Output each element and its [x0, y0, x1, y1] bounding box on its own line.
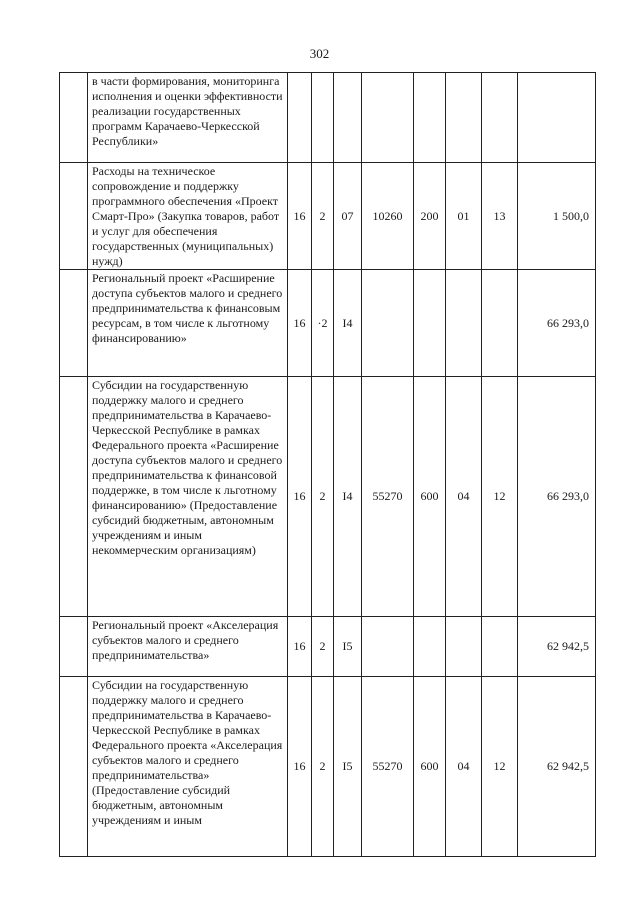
amount-cell: 62 942,5 [518, 677, 596, 857]
index-cell [60, 677, 88, 857]
code-cell [446, 617, 482, 677]
description-cell: в части формирования, мониторинга исполнения и оценки эффективности реализации государственных программ Карачаево-Черкесской Республики» [88, 73, 288, 163]
code-cell: I4 [334, 270, 362, 377]
table-row [60, 377, 596, 617]
code-cell [362, 270, 414, 377]
table-row [60, 73, 596, 163]
amount-cell [518, 73, 596, 163]
description-cell: Субсидии на государственную поддержку малого и среднего предпринимательства в Карачаево-Черкесской Республике в рамках Федерального проекта «Расширение доступа субъектов малого и среднего предпринимательства к финансовой поддержке, в том числе к льготному финансированию» (Предоставление субсидий бюджетным, автономным учреждениям и иным некоммерческим организациям) [88, 377, 288, 617]
code-cell: 10260 [362, 163, 414, 270]
code-cell: I5 [334, 677, 362, 857]
code-cell: 16 [288, 617, 312, 677]
amount-cell: 66 293,0 [518, 377, 596, 617]
code-cell [482, 73, 518, 163]
code-cell: 2 [312, 617, 334, 677]
code-cell: 04 [446, 377, 482, 617]
code-cell: 600 [414, 677, 446, 857]
code-cell: 16 [288, 163, 312, 270]
code-cell: 07 [334, 163, 362, 270]
page-number: 302 [309, 46, 330, 61]
budget-table [59, 72, 596, 857]
code-cell: 04 [446, 677, 482, 857]
index-cell [60, 73, 88, 163]
description-cell: Расходы на техническое сопровождение и поддержку программного обеспечения «Проект Смарт-Про» (Закупка товаров, работ и услуг для обеспечения государственных (муниципальных) нужд) [88, 163, 288, 270]
code-cell [482, 617, 518, 677]
code-cell [446, 73, 482, 163]
code-cell [334, 73, 362, 163]
code-cell: 16 [288, 377, 312, 617]
code-cell: 600 [414, 377, 446, 617]
code-cell: 16 [288, 677, 312, 857]
code-cell: I4 [334, 377, 362, 617]
code-cell [446, 270, 482, 377]
index-cell [60, 617, 88, 677]
code-cell: 55270 [362, 377, 414, 617]
code-cell: 12 [482, 377, 518, 617]
code-cell [312, 73, 334, 163]
code-cell: 2 [312, 677, 334, 857]
code-cell: ·2 [312, 270, 334, 377]
code-cell: 01 [446, 163, 482, 270]
code-cell: 200 [414, 163, 446, 270]
amount-cell: 1 500,0 [518, 163, 596, 270]
code-cell: 2 [312, 377, 334, 617]
code-cell [288, 73, 312, 163]
amount-cell: 66 293,0 [518, 270, 596, 377]
code-cell [414, 270, 446, 377]
code-cell [362, 617, 414, 677]
code-cell [414, 617, 446, 677]
table-row [60, 677, 596, 857]
table-row [60, 163, 596, 270]
description-cell: Региональный проект «Расширение доступа субъектов малого и среднего предпринимательства к финансовым ресурсам, в том числе к льготному финансированию» [88, 270, 288, 377]
code-cell: 16 [288, 270, 312, 377]
code-cell: 12 [482, 677, 518, 857]
description-cell: Региональный проект «Акселерация субъектов малого и среднего предпринимательства» [88, 617, 288, 677]
code-cell: 2 [312, 163, 334, 270]
table-row [60, 617, 596, 677]
code-cell [414, 73, 446, 163]
index-cell [60, 163, 88, 270]
code-cell: 13 [482, 163, 518, 270]
description-cell: Субсидии на государственную поддержку малого и среднего предпринимательства в Карачаево-Черкесской Республике в рамках Федерального проекта «Акселерация субъектов малого и среднего предпринимательства» (Предоставление субсидий бюджетным, автономным учреждениям и иным [88, 677, 288, 857]
table-row [60, 270, 596, 377]
code-cell [362, 73, 414, 163]
code-cell: I5 [334, 617, 362, 677]
amount-cell: 62 942,5 [518, 617, 596, 677]
code-cell [482, 270, 518, 377]
code-cell: 55270 [362, 677, 414, 857]
index-cell [60, 270, 88, 377]
index-cell [60, 377, 88, 617]
